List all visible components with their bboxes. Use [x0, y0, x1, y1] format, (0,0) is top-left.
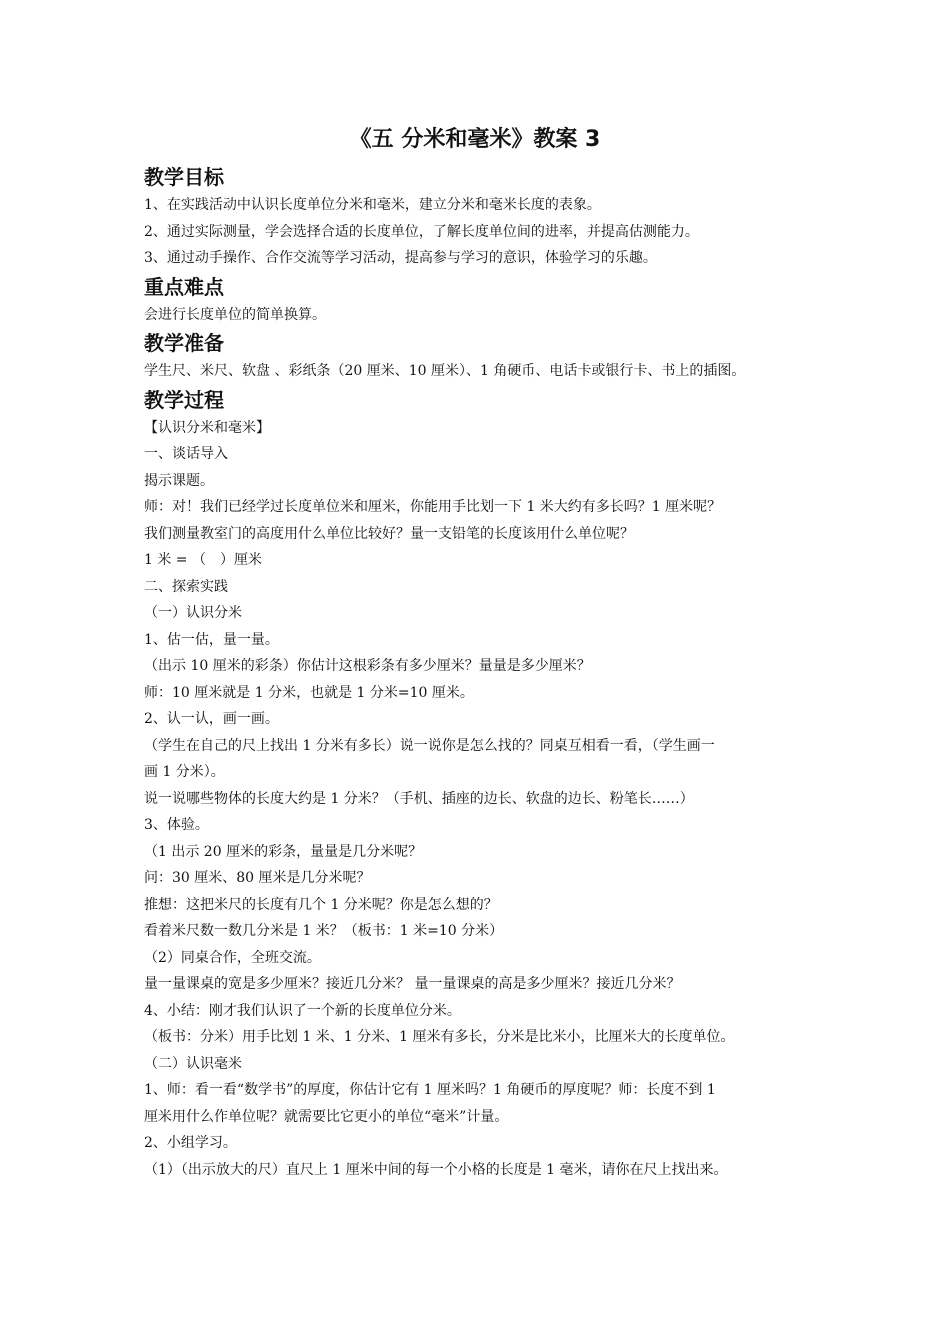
heading-key-points: 重点难点	[144, 274, 224, 299]
paragraph: 画 1 分米）。	[144, 764, 225, 780]
paragraph: 揭示课题。	[144, 472, 214, 489]
paragraph: 说一说哪些物体的长度大约是 1 分米？（手机、插座的边长、软盘的边长、粉笔长……）	[144, 790, 694, 807]
paragraph: 3、通过动手操作、合作交流等学习活动，提高参与学习的意识，体验学习的乐趣。	[144, 250, 657, 266]
paragraph: 1、估一估，量一量。	[144, 631, 279, 648]
heading-process: 教学过程	[144, 387, 224, 412]
paragraph: 看着米尺数一数几分米是 1 米？（板书：1 米=10 分米）	[144, 923, 504, 939]
heading-preparation: 教学准备	[144, 331, 224, 355]
paragraph: （出示 10 厘米的彩条）你估计这根彩条有多少厘米？量量是多少厘米？	[144, 658, 591, 674]
paragraph: （学生在自己的尺上找出 1 分米有多长）说一说你是怎么找的？同桌互相看一看，（学生画一	[144, 737, 715, 754]
paragraph: （一）认识分米	[144, 605, 242, 621]
paragraph: 问：30 厘米、80 厘米是几分米呢？	[144, 870, 371, 886]
paragraph: （2）同桌合作，全班交流。	[144, 949, 321, 966]
paragraph: （1）（出示放大的尺）直尺上 1 厘米中间的每一个小格的长度是 1 毫米，请你在尺上找出来。	[144, 1161, 728, 1178]
paragraph: 推想：这把米尺的长度有几个 1 分米呢？你是怎么想的？	[144, 896, 498, 913]
paragraph: 师：10 厘米就是 1 分米，也就是 1 分米=10 厘米。	[144, 684, 474, 701]
paragraph: 学生尺、米尺、软盘 、彩纸条（20 厘米、10 厘米）、1 角硬币、电话卡或银行卡、书上的插图。	[144, 363, 746, 379]
paragraph: 2、小组学习。	[144, 1135, 237, 1151]
paragraph: 1、在实践活动中认识长度单位分米和毫米，建立分米和毫米长度的表象。	[144, 197, 601, 213]
document-title: 《五 分米和毫米》教案 3	[349, 127, 601, 152]
paragraph: 量一量课桌的宽是多少厘米？接近几分米？ 量一量课桌的高是多少厘米？接近几分米？	[144, 976, 681, 992]
paragraph: （1 出示 20 厘米的彩条，量量是几分米呢？	[144, 843, 423, 860]
paragraph: （板书：分米）用手比划 1 米、1 分米、1 厘米有多长，分米是比米小，比厘米大的长度单位。	[144, 1029, 735, 1045]
paragraph: 一、谈话导入	[144, 446, 228, 462]
paragraph: 3、体验。	[144, 817, 209, 833]
paragraph: 厘米用什么作单位呢？就需要比它更小的单位“毫米”计量。	[144, 1108, 509, 1125]
paragraph: （二）认识毫米	[144, 1055, 242, 1072]
heading-objectives: 教学目标	[144, 165, 224, 189]
paragraph: 4、小结：刚才我们认识了一个新的长度单位分米。	[144, 1002, 461, 1019]
paragraph: 1、师：看一看“数学书”的厚度，你估计它有 1 厘米吗？1 角硬币的厚度呢？师：长度不到 1	[144, 1082, 716, 1098]
paragraph: 二、探索实践	[144, 578, 228, 595]
paragraph: 【认识分米和毫米】	[144, 419, 270, 436]
paragraph: 我们测量教室门的高度用什么单位比较好？量一支铅笔的长度该用什么单位呢？	[144, 525, 634, 542]
document-body	[144, 162, 824, 1183]
paragraph: 1 米 = （ ）厘米	[144, 552, 262, 568]
paragraph: 师：对！我们已经学过长度单位米和厘米，你能用手比划一下 1 米大约有多长吗？1 厘米呢？	[144, 499, 722, 515]
paragraph: 2、认一认，画一画。	[144, 711, 279, 727]
paragraph: 会进行长度单位的简单换算。	[144, 306, 326, 323]
paragraph: 2、通过实际测量，学会选择合适的长度单位，了解长度单位间的进率，并提高估测能力。	[144, 223, 699, 240]
